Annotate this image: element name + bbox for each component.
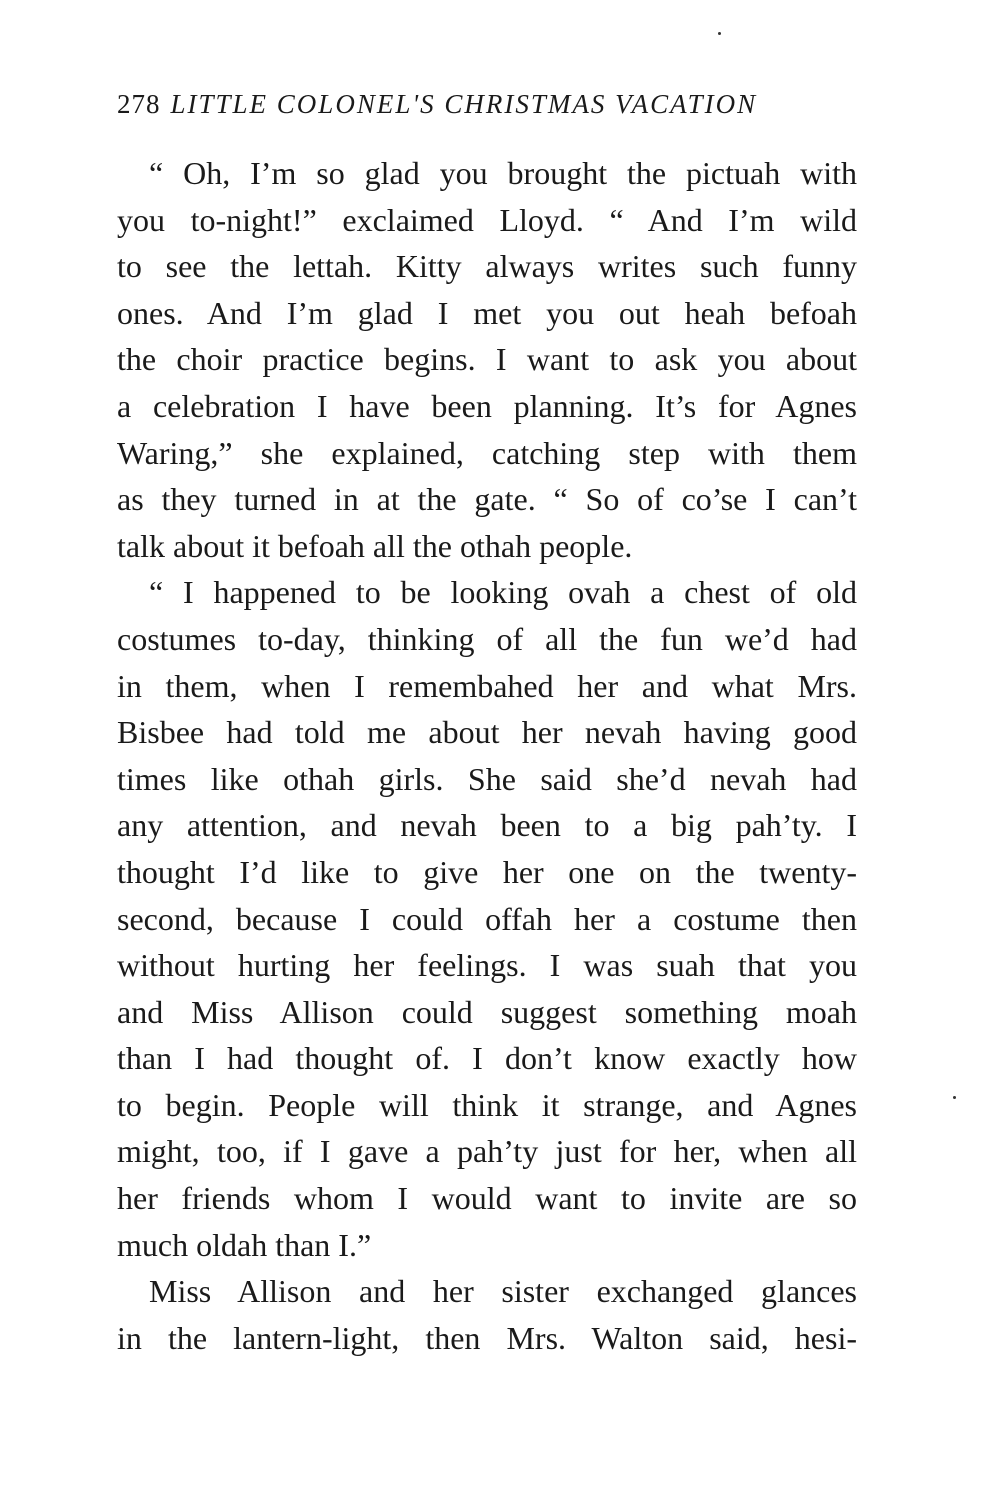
text-line: second, because I could offah her a costume then <box>117 900 857 937</box>
text-line: without hurting her feelings. I was suah that you <box>117 947 857 984</box>
text-line: Waring,” she explained, catching step with them <box>117 434 857 471</box>
text-line: a celebration I have been planning. It’s for Agnes <box>117 387 857 424</box>
text-line: Miss Allison and her sister exchanged glances <box>149 1273 857 1310</box>
running-head <box>117 86 877 122</box>
text-line: any attention, and nevah been to a big pah’ty. I <box>117 807 857 844</box>
book-title: LITTLE COLONEL'S CHRISTMAS VACATION <box>170 89 758 119</box>
text-line: “ I happened to be looking ovah a chest of old <box>149 574 857 611</box>
text-line: much oldah than I.” <box>117 1226 372 1263</box>
text-line: the choir practice begins. I want to ask you about <box>117 341 857 378</box>
text-line: as they turned in at the gate. “ So of co’se I can’t <box>117 481 857 518</box>
text-line: you to-night!” exclaimed Lloyd. “ And I’m wild <box>117 201 857 238</box>
text-line: her friends whom I would want to invite are so <box>117 1180 857 1217</box>
text-line: in them, when I remembahed her and what Mrs. <box>117 667 857 704</box>
text-line: times like othah girls. She said she’d nevah had <box>117 760 857 797</box>
text-line: costumes to-day, thinking of all the fun we’d had <box>117 620 857 657</box>
text-line: thought I’d like to give her one on the twenty- <box>117 853 857 890</box>
body-text <box>117 150 857 1361</box>
text-line: than I had thought of. I don’t know exactly how <box>117 1040 857 1077</box>
page-number: 278 <box>117 89 161 119</box>
text-line: to begin. People will think it strange, and Agnes <box>117 1086 857 1123</box>
text-line: and Miss Allison could suggest something moah <box>117 993 857 1030</box>
text-line: Bisbee had told me about her nevah having good <box>117 714 857 751</box>
text-line: to see the lettah. Kitty always writes such funny <box>117 248 857 285</box>
text-line: might, too, if I gave a pah’ty just for her, when all <box>117 1133 857 1170</box>
scan-speck <box>953 1096 956 1099</box>
scan-speck <box>718 32 721 35</box>
text-line: ones. And I’m glad I met you out heah befoah <box>117 294 857 331</box>
text-line: talk about it befoah all the othah people. <box>117 527 633 564</box>
text-line: in the lantern-light, then Mrs. Walton said, hesi- <box>117 1319 857 1356</box>
text-line: “ Oh, I’m so glad you brought the pictuah with <box>149 155 857 191</box>
